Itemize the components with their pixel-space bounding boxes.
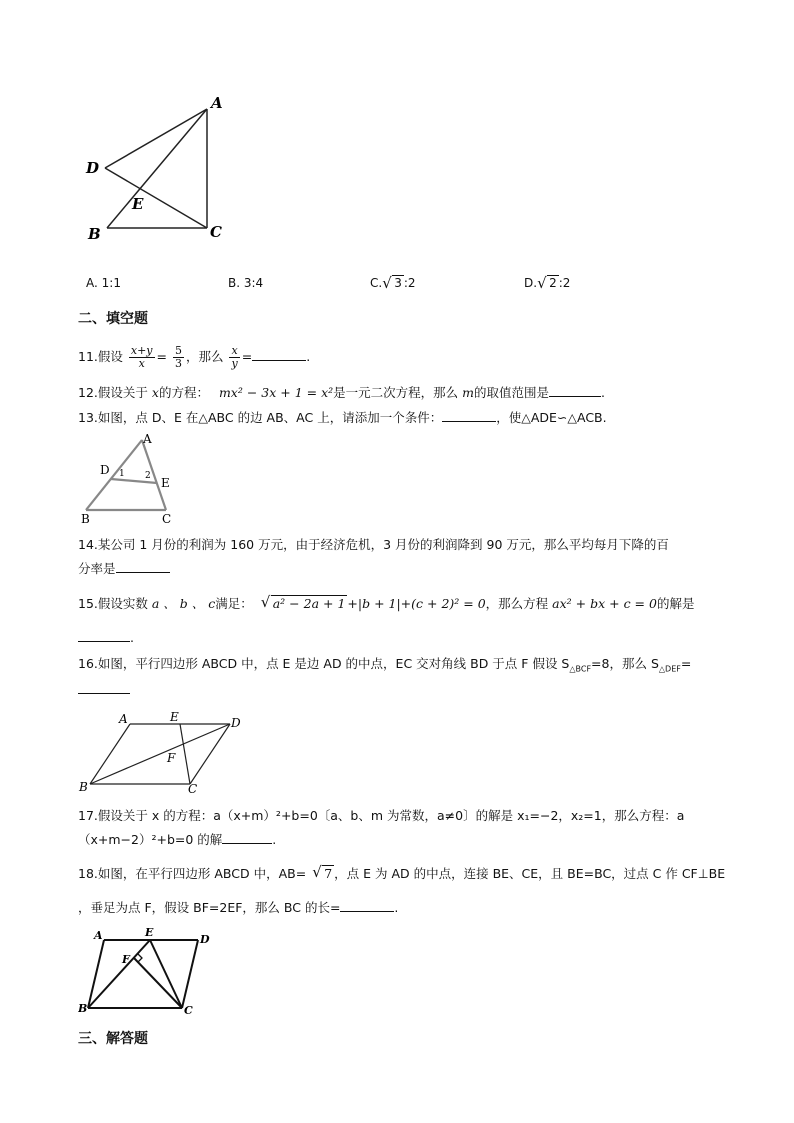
option-a: A. 1:1 <box>86 276 121 290</box>
label-d: D <box>100 463 110 477</box>
question-16: 16.如图，平行四边形 ABCD 中，点 E 是边 AD 的中点，EC 交对角线 BD 于点 F 假设 $S_{\triangle BCF}=8$，那么 $S_{\triangle DEF}=$ <box>78 656 692 674</box>
answer-blank[interactable] <box>78 629 130 642</box>
figure-parallelogram-18 <box>78 926 218 1020</box>
answer-blank[interactable] <box>222 831 272 844</box>
label-a: A <box>211 95 223 112</box>
question-17: 17.假设关于 x 的方程：a（x+m）²+b=0〔a、b、m 为常数，a≠0〕的解是 x₁=−2，x₂=1，那么方程：a （x+m−2）²+b=0 的解 . <box>78 808 685 847</box>
section-solutions: 三、解答题 <box>78 1031 148 1047</box>
figure-parallelogram-16 <box>76 708 256 796</box>
label-d: D <box>231 716 241 730</box>
section-fill-in: 二、填空题 <box>78 311 148 327</box>
answer-blank[interactable] <box>549 384 601 397</box>
question-18-line2: ，垂足为点 F，假设 BF=2EF，那么 BC 的长= . <box>78 900 399 915</box>
angle-2-label: 2 <box>145 471 151 481</box>
answer-blank[interactable] <box>116 560 170 573</box>
figure-triangle-ade-acb <box>78 432 188 528</box>
label-e: E <box>145 926 154 939</box>
figure-triangle-abcde <box>80 95 240 245</box>
label-b: B <box>79 780 88 794</box>
label-c: C <box>188 782 198 796</box>
label-e: E <box>170 710 179 724</box>
label-b: B <box>88 225 101 243</box>
label-f: F <box>122 953 130 966</box>
question-15: 15.假设实数 a 、 b 、 c满足： √ a² − 2a + 1 +|b + 1|+(c + 2)² = 0，那么方程 ax² + bx + c = 0的解是 <box>78 594 694 614</box>
label-d: D <box>86 159 100 177</box>
label-a: A <box>143 432 152 446</box>
label-c: C <box>210 223 222 241</box>
label-c: C <box>184 1004 193 1017</box>
answer-blank[interactable] <box>340 899 394 912</box>
label-a: A <box>119 712 128 726</box>
label-e: E <box>161 476 170 490</box>
question-12: 12.假设关于 x的方程： mx² − 3x + 1 = x²是一元二次方程，那么 m的取值范围是 . <box>78 385 605 400</box>
question-16-answer <box>78 680 130 700</box>
option-d: D.√ 2 :2 <box>524 276 570 290</box>
label-b: B <box>81 512 90 526</box>
question-18: 18.如图，在平行四边形 ABCD 中，AB=√ 7 ，点 E 为 AD 的中点，连接 BE、CE，且 BE=BC，过点 C 作 CF⊥BE <box>78 864 725 884</box>
label-c: C <box>162 512 172 526</box>
question-15-answer: . <box>78 628 134 648</box>
option-c: C.√ 3 :2 <box>370 276 416 290</box>
answer-blank[interactable] <box>78 681 130 694</box>
label-a: A <box>94 929 103 942</box>
option-b: B. 3:4 <box>228 276 264 290</box>
label-f: F <box>167 751 176 765</box>
answer-blank[interactable] <box>442 409 496 422</box>
label-d: D <box>200 933 210 946</box>
label-b: B <box>78 1002 88 1015</box>
question-11: 11.假设 $\frac{x+y}{x}$ = $\frac{5}{3}$ ，那么 $\frac{x}{y}$ = . <box>78 344 311 370</box>
label-e: E <box>132 195 144 213</box>
angle-1-label: 1 <box>119 469 125 479</box>
question-14: 14.某公司 1 月份的利润为 160 万元，由于经济危机，3 月份的利润降到 90 万元，那么平均每月下降的百 分率是 <box>78 537 669 576</box>
question-13: 13.如图，点 D、E 在△ABC 的边 AB、AC 上，请添加一个条件： ，使△ADE∽△ACB. <box>78 410 607 425</box>
answer-blank[interactable] <box>252 348 306 361</box>
